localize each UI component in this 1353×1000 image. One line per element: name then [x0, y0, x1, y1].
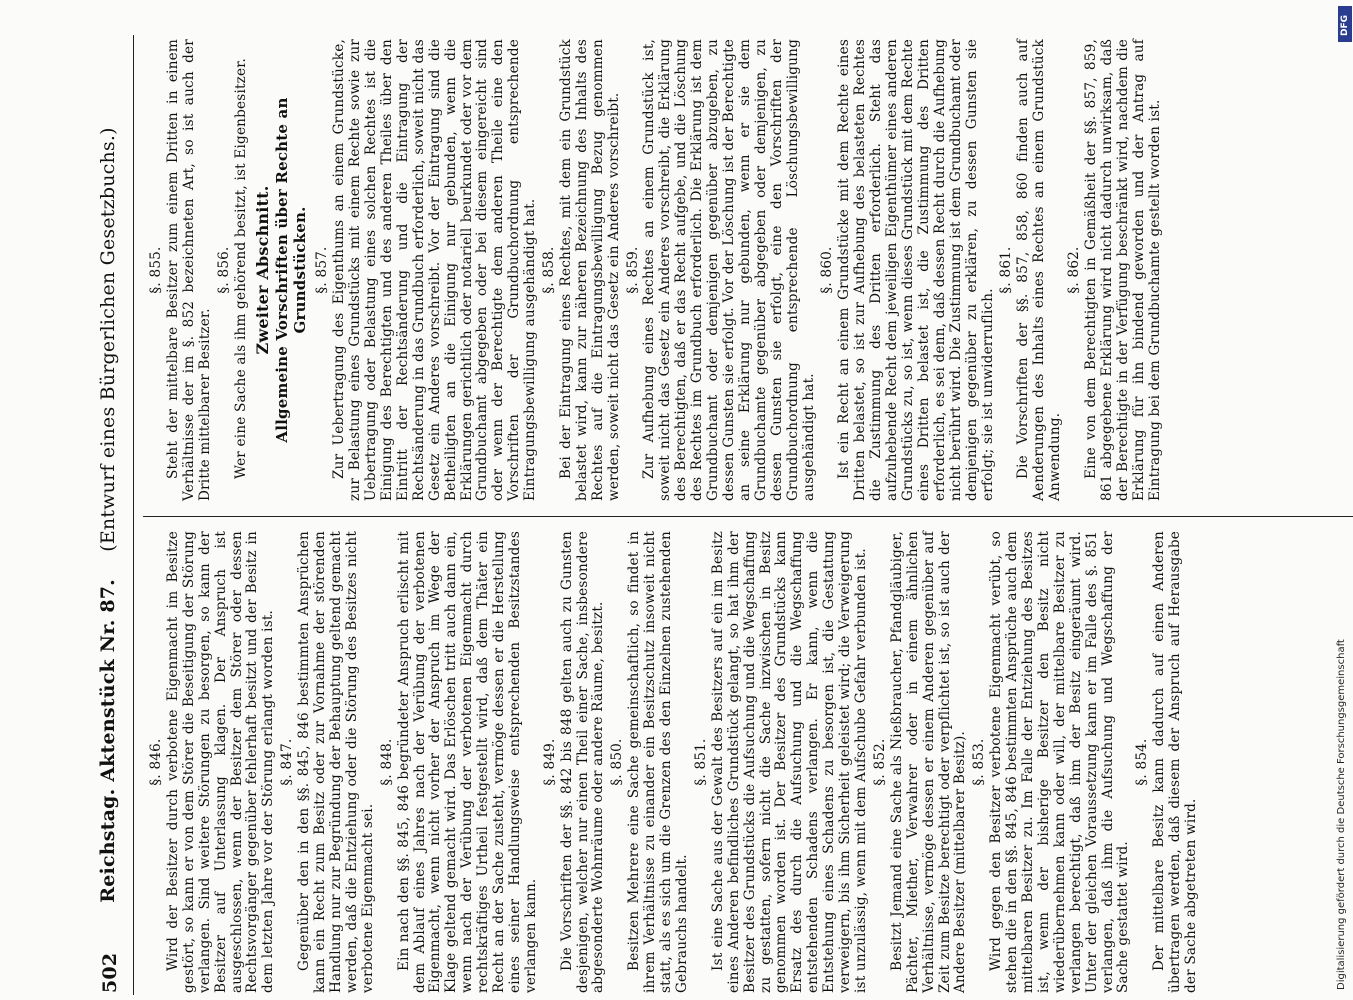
paragraph-section [315, 39, 539, 501]
section-number: §. 846. [148, 738, 164, 786]
section-number: §. 853. [971, 738, 988, 786]
section-number: §. 849. [541, 738, 558, 786]
section-number: §. 847. [279, 738, 296, 786]
section-number: §. 857. [314, 246, 331, 294]
section-text: Bei der Eintragung eines Rechtes, mit dem ein Grundstück belastet wird, kann zur näheren Bezeichnung des Inhalts des Rechtes auf die Eintragungsbewilligung Bezug genommen werden, soweit nicht das Gesetz ein Anderes vorschreibt. [557, 39, 622, 501]
running-title [97, 105, 119, 925]
section-text: Der mittelbare Besitz kann dadurch auf einen Anderen übertragen werden, daß diesem der Anspruch auf Herausgabe der Sache abgetreten wird. [1151, 531, 1200, 993]
chapter-heading: Zweiter Abschnitt. [253, 185, 273, 355]
chapter-subheading: Allgemeine Vorschriften über Rechte an Grundstücken. [273, 97, 310, 443]
paragraph-section [1067, 39, 1163, 501]
section-text: Die Vorschriften der §§. 842 bis 848 gelten auch zu Gunsten desjenigen, welcher nur einen Theil einer Sache, insbesondere abgesonderte Wohnräume oder andere Räume, besitzt. [558, 531, 607, 993]
left-column [147, 531, 1203, 993]
section-number: §. 856. [215, 246, 232, 294]
paragraph-section [380, 531, 540, 993]
digitization-credit: Digitalisierung gefördert durch die Deutsche Forschungsgemeinschaft [1336, 639, 1347, 990]
paragraph-section [543, 531, 608, 993]
running-title-sub: (Entwurf eines Bürgerlichen Gesetzbuchs.) [97, 127, 119, 552]
section-number: §. 854. [1134, 738, 1151, 786]
dfg-logo-text: DFG [1340, 14, 1350, 36]
section-text: Zur Uebertragung des Eigenthums an einem Grundstücke, zur Belastung eines Grundstücks mit einem Rechte sowie zur Uebertragung oder Belastung eines solchen Rechtes ist die Einigung des Berechtigten und des anderen Theiles über den Eintritt der Rechtsänderung und die Eintragung der Rechtsänderung in das Grundbuch erforderlich, soweit nicht das Gesetz ein Anderes vorschreibt. Vor der Eintragung sind die Betheiligten an die Einigung nur gebunden, wenn die Erklärungen gerichtlich oder notariell beurkundet oder vor dem Grundbuchamt abgegeben oder bei diesem eingereicht sind oder wenn der Berechtigte dem anderen Theile eine den Vorschriften der Grundbuchordnung entsprechende Eintragungsbewilligung ausgehändigt hat. [331, 39, 539, 501]
section-text: Besitzt Jemand eine Sache als Nießbraucher, Pfandgläubiger, Pächter, Miether, Verwahrer oder in einem ähnlichen Verhältnisse, vermöge dessen er einem Anderen gegenüber auf Zeit zum Besitze berechtigt oder verpflichtet ist, so ist auch der Andere Besitzer (mittelbarer Besitz). [888, 531, 969, 993]
paragraph-section [1135, 531, 1200, 993]
section-text: Steht der mittelbare Besitzer zum einem Dritten in einem Verhältnisse der im §. 852 bezeichneten Art, so ist auch der Dritte mittelbarer Besitzer. [164, 39, 213, 501]
column-divider [143, 516, 1353, 517]
paragraph-section [280, 531, 376, 993]
paragraph-section [820, 39, 996, 501]
right-column [147, 39, 1166, 501]
section-number: §. 850. [609, 738, 626, 786]
paragraph-section [626, 39, 818, 501]
dfg-logo [1338, 6, 1352, 42]
paragraph-section [610, 531, 691, 993]
section-text: Wird gegen den Besitzer verbotene Eigenmacht verübt, so stehen die in den §§. 845, 846 bestimmten Ansprüche auch dem mittelbaren Besitzer zu. Im Falle der Entziehung des Besitzes ist, wenn der bisherige Besitzer den Besitz nicht wiederübernehmen kann oder will, der mittelbare Besitzer zu verlangen berechtigt, daß ihm der Besitz eingeräumt wird. Unter der gleichen Voraussetzung kann er im Falle des §. 851 verlangen, daß ihm die Aufsuchung und Wegschaffung der Sache gestattet wird. [988, 531, 1132, 993]
section-number: §. 860. [819, 246, 836, 294]
paragraph-section [149, 531, 277, 993]
section-number: §. 855. [148, 246, 164, 294]
section-text: Gegenüber den in den §§. 845, 846 bestimmten Ansprüchen kann ein Recht zum Besitz oder zur Vornahme der störenden Handlung nur zur Begründung der Behauptung geltend gemacht werden, daß die Entziehung oder die Störung des Besitzes nicht verbotene Eigenmacht sei. [296, 531, 376, 993]
section-number: §. 861. [998, 246, 1015, 294]
section-text: Wer eine Sache als ihm gehörend besitzt, ist Eigenbesitzer. [232, 57, 249, 479]
section-number: §. 859. [624, 246, 641, 294]
section-text: Die Vorschriften der §§. 857, 858, 860 finden auch auf Aenderungen des Inhalts eines Rechtes an einem Grundstück Anwendung. [1015, 39, 1064, 501]
header-rule [133, 35, 134, 995]
paragraph-section [999, 39, 1064, 501]
section-text: Ist ein Recht an einem Grundstücke mit dem Rechte eines Dritten belastet, so ist zur Aufhebung des belasteten Rechtes die Zustimmung des Dritten erforderlich. Steht das aufzuhebende Recht dem jeweiligen Eigenthümer eines anderen Grundstücks zu, so ist, wenn dieses Grundstück mit dem Rechte eines Dritten belastet ist, die Zustimmung des Dritten erforderlich, es sei denn, daß dessen Recht durch die Aufhebung nicht berührt wird. Die Zustimmung ist dem Grundbuchamt oder demjenigen gegenüber zu erklären, zu dessen Gunsten sie erfolgt; sie ist unwiderruflich. [836, 39, 996, 501]
section-number: §. 862. [1066, 246, 1083, 294]
section-text: Ist eine Sache aus der Gewalt des Besitzers auf ein im Besitz eines Anderen befindliches Grundstück gelangt, so hat ihm der Besitzer des Grundstücks die Aufsuchung und die Wegschaffung zu gestatten, sofern nicht die Sache inzwischen in Besitz genommen worden ist. Der Besitzer des Grundstücks kann Ersatz des durch die Aufsuchung und die Wegschaffung entstehenden Schadens verlangen. Er kann, wenn die Entstehung eines Schadens zu besorgen ist, die Gestattung verweigern, bis ihm Sicherheit geleistet wird; die Verweigerung ist unzulässig, wenn mit dem Aufschube Gefahr verbunden ist. [709, 531, 869, 993]
section-text: Wird der Besitzer durch verbotene Eigenmacht im Besitze gestört, so kann er von dem Störer die Beseitigung der Störung verlangen. Sind weitere Störungen zu besorgen, so kann der Besitzer auf Unterlassung klagen. Der Anspruch ist ausgeschlossen, wenn der Besitzer dem Störer oder dessen Rechtsvorgänger gegenüber fehlerhaft besitzt und der Besitz in dem letzten Jahre vor der Störung erlangt worden ist. [164, 531, 277, 993]
page-number: 502 [99, 952, 121, 993]
digitization-sidebar [1322, 10, 1350, 995]
page-header [81, 35, 141, 995]
section-number: §. 858. [541, 246, 558, 294]
paragraph-section [542, 39, 623, 501]
section-number: §. 848. [378, 738, 395, 786]
section-number: §. 851. [692, 738, 709, 786]
section-text: Ein nach den §§. 845, 846 begründeter Anspruch erlischt mit dem Ablauf eines Jahres nach der Verübung der verbotenen Eigenmacht, wenn nicht vorher der Anspruch im Wege der Klage geltend gemacht wird. Das Erlöschen tritt auch dann ein, wenn nach der Verübung der verbotenen Eigenmacht durch rechtskräftiges Urtheil festgestellt wird, daß dem Thäter ein Recht an der Sache zusteht, vermöge dessen er die Herstellung eines seiner Handlungsweise entsprechenden Besitzstandes verlangen kann. [395, 531, 539, 993]
paragraph-section [873, 531, 969, 993]
paragraph-section [694, 531, 870, 993]
running-title-main: Reichstag. Aktenstück Nr. 87. [97, 579, 119, 903]
rotated-document-page [81, 35, 1353, 995]
paragraph-section [972, 531, 1132, 993]
paragraph-section [149, 39, 214, 501]
paragraph-section [217, 39, 250, 501]
section-text: Eine von dem Berechtigten in Gemäßheit der §§. 857, 859, 861 abgegebene Erklärung wird nicht dadurch unwirksam, daß der Berechtigte in der Verfügung beschränkt wird, nachdem die Erklärung für ihn bindend geworden und der Antrag auf Eintragung bei dem Grundbuchamte gestellt worden ist. [1082, 39, 1163, 501]
section-text: Zur Aufhebung eines Rechtes an einem Grundstück ist, soweit nicht das Gesetz ein Anderes vorschreibt, die Erklärung des Berechtigten, daß er das Recht aufgebe, und die Löschung des Rechtes im Grundbuch erforderlich. Die Erklärung ist dem Grundbuchamt oder demjenigen gegenüber abzugeben, zu dessen Gunsten sie erfolgt. Vor der Löschung ist der Berechtigte an seine Erklärung nur gebunden, wenn er sie dem Grundbuchamte gegenüber abgegeben oder demjenigen, zu dessen Gunsten sie erfolgt, eine den Vorschriften der Grundbuchordnung entsprechende Löschungsbewilligung ausgehändigt hat. [641, 39, 817, 501]
section-number: §. 852. [871, 738, 888, 786]
section-text: Besitzen Mehrere eine Sache gemeinschaftlich, so findet in ihrem Verhältnisse zu einander ein Besitzschutz insoweit nicht statt, als es sich um die Grenzen des den Einzelnen zustehenden Gebrauchs handelt. [626, 531, 690, 993]
